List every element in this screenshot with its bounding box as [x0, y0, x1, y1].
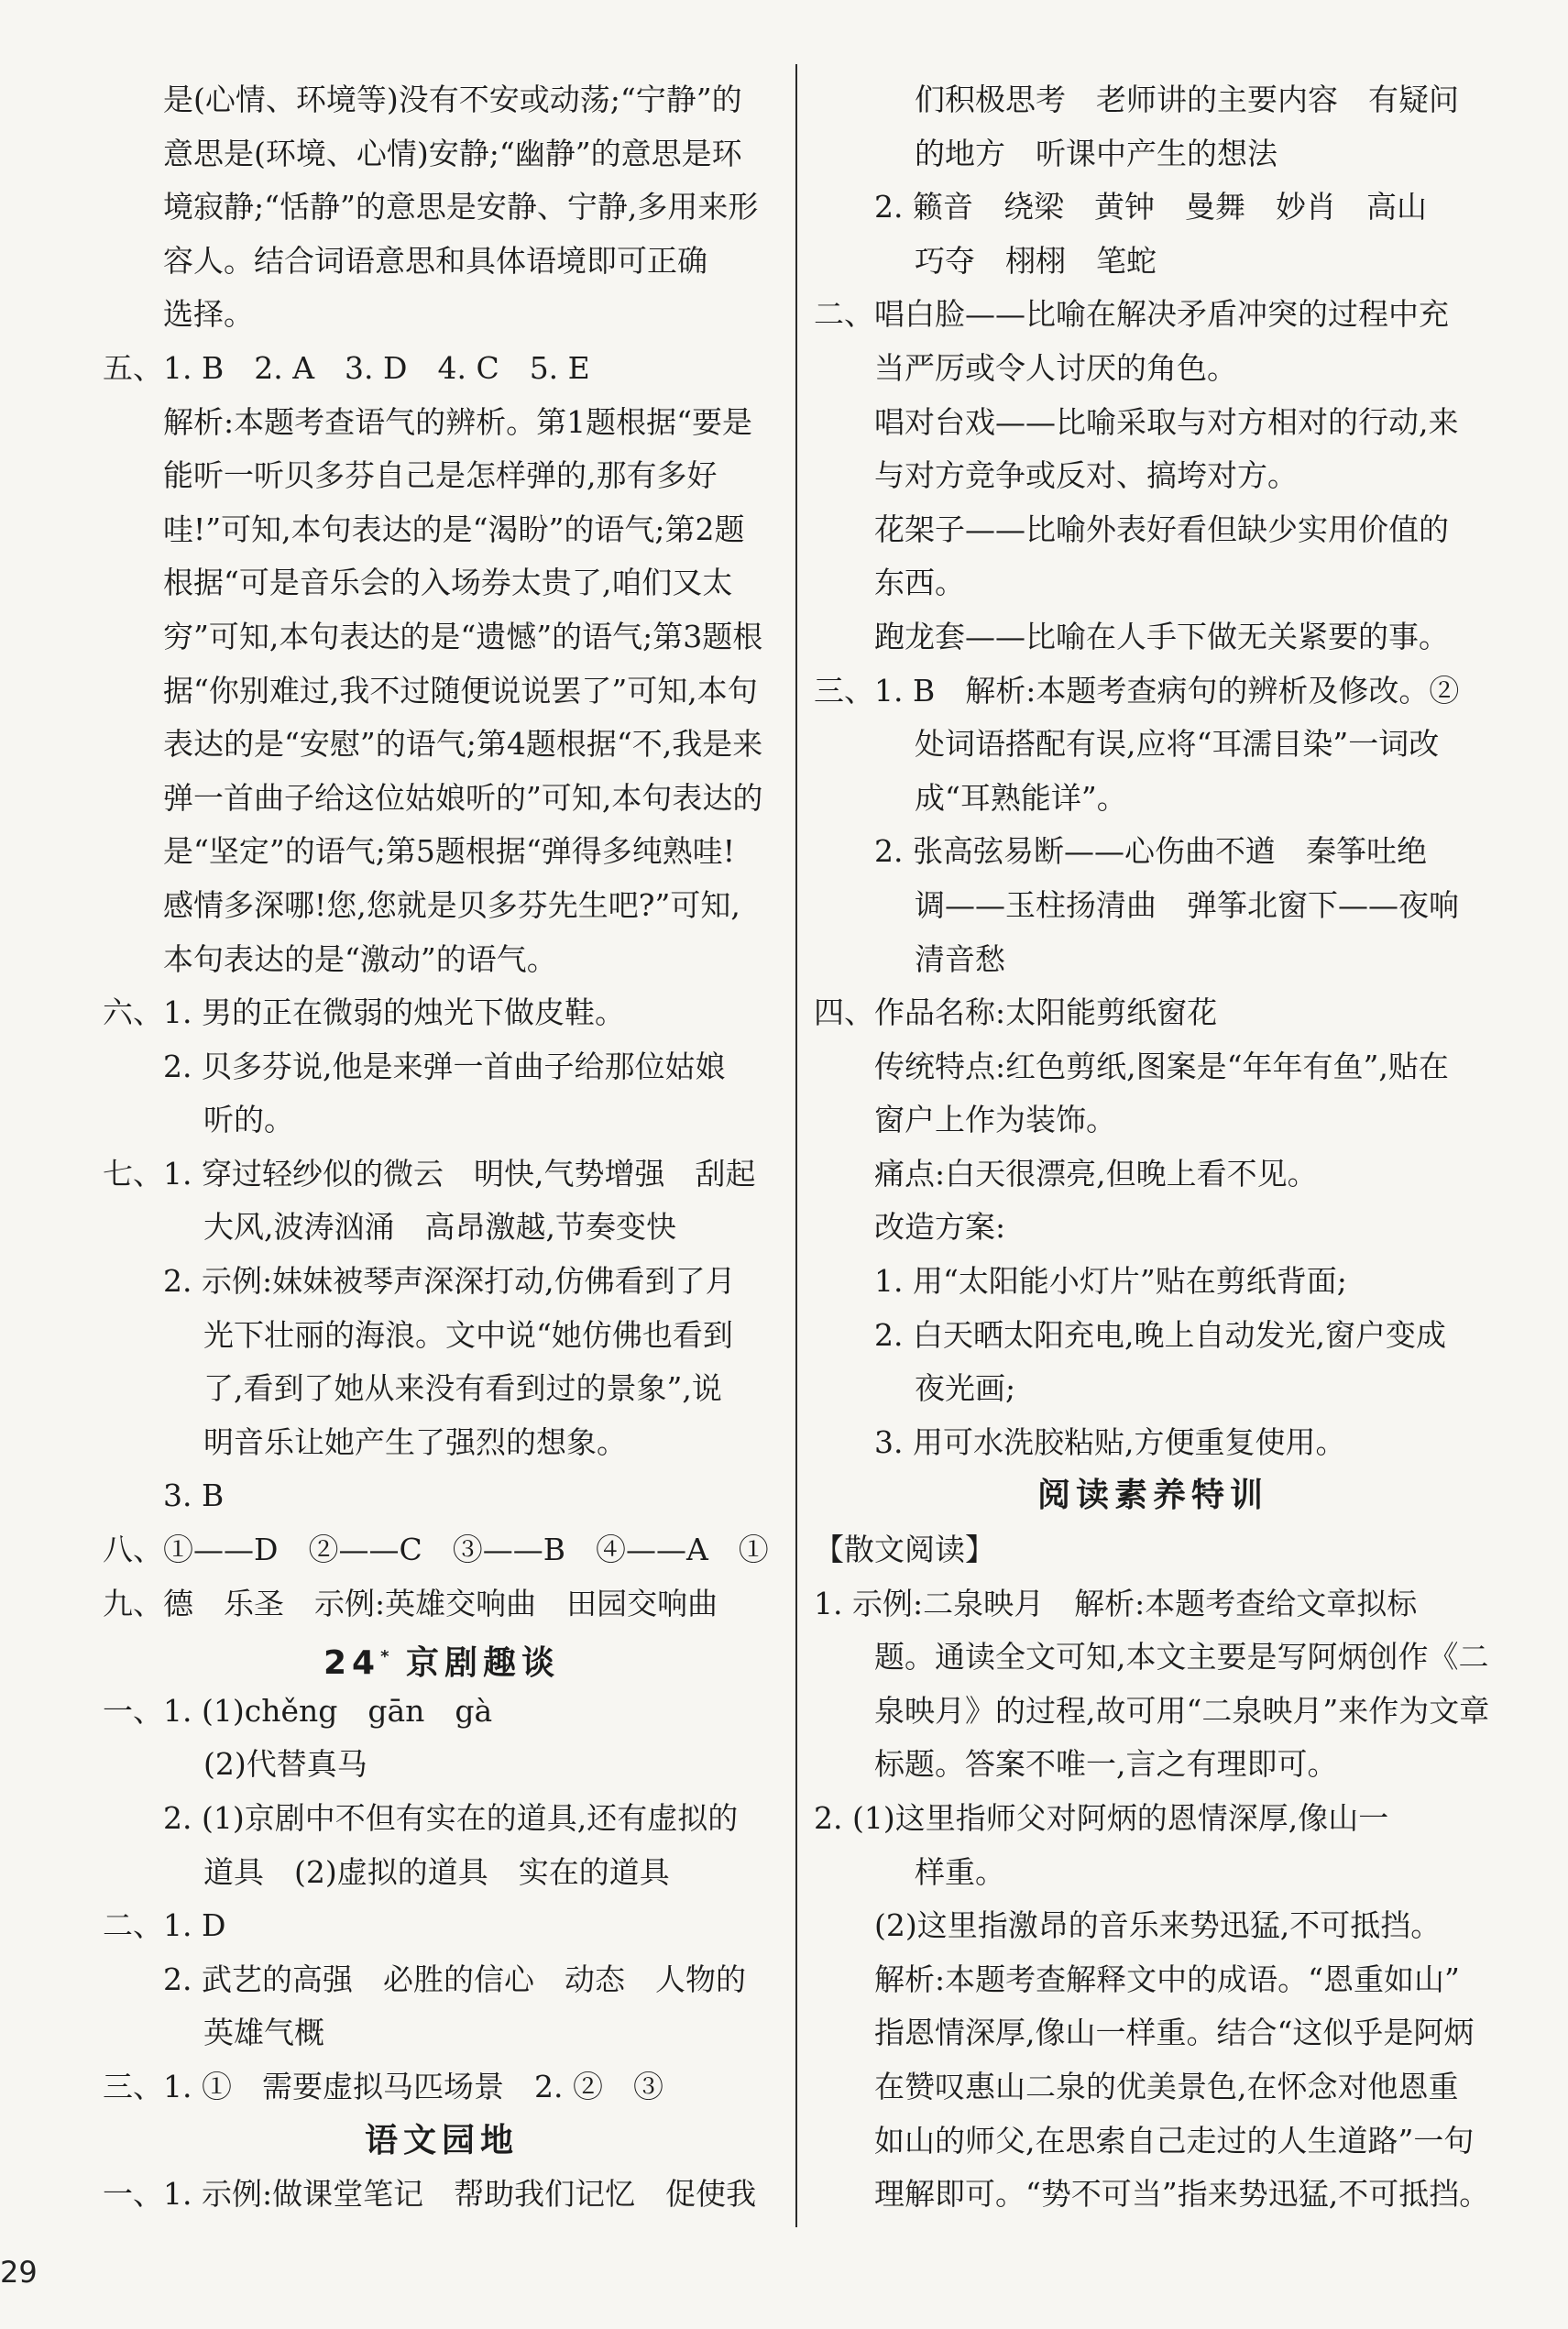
- text-line: 道具 (2)虚拟的道具 实在的道具: [203, 1853, 670, 1890]
- text-line: 巧夺 栩栩 笔蛇: [915, 242, 1157, 279]
- text-line: (2)代替真马: [203, 1746, 367, 1783]
- text-line: 泉映月》的过程,故可用“二泉映月”来作为文章: [874, 1692, 1490, 1729]
- text-line: 痛点:白天很漂亮,但晚上看不见。: [874, 1155, 1318, 1192]
- text-line: 在赞叹惠山二泉的优美景色,在怀念对他恩重: [874, 2068, 1459, 2104]
- text-line: 成“耳熟能详”。: [915, 779, 1127, 816]
- text-line: 四、作品名称:太阳能剪纸窗花: [814, 994, 1218, 1031]
- text-line: 理解即可。“势不可当”指来势迅猛,不可抵挡。: [874, 2176, 1490, 2213]
- text-line: (2)这里指激昂的音乐来势迅猛,不可抵挡。: [874, 1907, 1442, 1944]
- text-line: 穷”可知,本句表达的是“遗憾”的语气;第3题根: [163, 618, 763, 654]
- text-line: 一、1. (1)chěng gān gà: [103, 1692, 493, 1729]
- text-line: 明音乐让她产生了强烈的想象。: [203, 1423, 627, 1460]
- text-line: 的地方 听课中产生的想法: [915, 135, 1277, 171]
- text-line: 境寂静;“恬静”的意思是安静、宁静,多用来形: [163, 189, 759, 225]
- section-title: 语文园地: [364, 2121, 519, 2159]
- text-line: 3. 用可水洗胶粘贴,方便重复使用。: [874, 1423, 1346, 1460]
- text-line: 【散文阅读】: [814, 1532, 995, 1568]
- text-line: 是(心情、环境等)没有不安或动荡;“宁静”的: [163, 82, 742, 117]
- text-line: 九、德 乐圣 示例:英雄交响曲 田园交响曲: [103, 1585, 718, 1621]
- text-line: 听的。: [203, 1102, 294, 1138]
- text-line: 夜光画;: [915, 1370, 1016, 1407]
- text-line: 窗户上作为装饰。: [874, 1102, 1116, 1138]
- text-line: 东西。: [874, 565, 965, 601]
- text-line: 调——玉柱扬清曲 弹筝北窗下——夜响: [915, 886, 1459, 923]
- left-column: [103, 73, 781, 2222]
- text-line: 三、1. ① 需要虚拟马匹场景 2. ② ③: [103, 2068, 663, 2104]
- text-line: 花架子——比喻外表好看但缺少实用价值的: [874, 511, 1449, 547]
- text-line: 是“坚定”的语气;第5题根据“弹得多纯熟哇!: [163, 833, 735, 870]
- text-line: 弹一首曲子给这位姑娘听的”可知,本句表达的: [163, 779, 763, 816]
- right-column: [814, 73, 1492, 2222]
- text-line: 样重。: [915, 1853, 1005, 1890]
- text-line: 指恩情深厚,像山一样重。结合“这似乎是阿炳: [874, 2015, 1475, 2051]
- text-line: 八、①——D ②——C ③——B ④——A ①: [103, 1532, 769, 1568]
- text-line: 能听一听贝多芬自己是怎样弹的,那有多好: [163, 457, 718, 494]
- section-title: 阅读素养特训: [1036, 1477, 1268, 1515]
- text-line: 2. 张高弦易断——心伤曲不遒 秦筝吐绝: [874, 833, 1427, 870]
- text-line: 清音愁: [915, 940, 1005, 977]
- text-line: 2. (1)京剧中不但有实在的道具,还有虚拟的: [163, 1800, 739, 1836]
- text-line: 表达的是“安慰”的语气;第4题根据“不,我是来: [163, 726, 763, 763]
- text-line: 2. 白天晒太阳充电,晚上自动发光,窗户变成: [874, 1316, 1446, 1353]
- text-line: 2. 籁音 绕梁 黄钟 曼舞 妙肖 高山: [874, 189, 1427, 225]
- text-line: 1. 用“太阳能小灯片”贴在剪纸背面;: [874, 1263, 1347, 1300]
- text-line: 一、1. 示例:做课堂笔记 帮助我们记忆 促使我: [103, 2176, 757, 2213]
- text-line: 如山的师父,在思索自己走过的人生道路”一句: [874, 2122, 1475, 2159]
- text-line: 了,看到了她从来没有看到过的景象”,说: [203, 1370, 722, 1407]
- text-line: 2. (1)这里指师父对阿炳的恩情深厚,像山一: [814, 1800, 1389, 1836]
- text-line: 解析:本题考查解释文中的成语。“恩重如山”: [874, 1961, 1460, 1997]
- text-line: 2. 武艺的高强 必胜的信心 动态 人物的: [163, 1961, 746, 1997]
- text-line: 意思是(环境、心情)安静;“幽静”的意思是环: [163, 135, 742, 171]
- text-line: 六、1. 男的正在微弱的烛光下做皮鞋。: [103, 994, 625, 1031]
- text-line: 容人。结合词语意思和具体语境即可正确: [163, 242, 707, 279]
- text-line: 感情多深哪!您,您就是贝多芬先生吧?”可知,: [163, 886, 740, 923]
- section-title: 24* 京剧趣谈: [323, 1644, 561, 1683]
- text-line: 二、1. D: [103, 1907, 226, 1944]
- text-line: 唱对台戏——比喻采取与对方相对的行动,来: [874, 403, 1459, 440]
- text-line: 光下壮丽的海浪。文中说“她仿佛也看到: [203, 1316, 733, 1353]
- text-line: 大风,波涛汹涌 高昂激越,节奏变快: [203, 1209, 676, 1246]
- text-line: 本句表达的是“激动”的语气。: [163, 940, 557, 977]
- text-line: 当严厉或令人讨厌的角色。: [874, 349, 1237, 386]
- text-line: 传统特点:红色剪纸,图案是“年年有鱼”,贴在: [874, 1048, 1449, 1084]
- text-line: 改造方案:: [874, 1209, 1006, 1246]
- text-line: 七、1. 穿过轻纱似的微云 明快,气势增强 刮起: [103, 1155, 756, 1192]
- text-line: 解析:本题考查语气的辨析。第1题根据“要是: [163, 403, 752, 440]
- text-line: 标题。答案不唯一,言之有理即可。: [874, 1746, 1338, 1783]
- text-line: 三、1. B 解析:本题考查病句的辨析及修改。②: [814, 672, 1460, 709]
- text-line: 们积极思考 老师讲的主要内容 有疑问: [915, 82, 1459, 117]
- text-line: 2. 示例:妹妹被琴声深深打动,仿佛看到了月: [163, 1263, 736, 1300]
- text-line: 3. B: [163, 1478, 225, 1514]
- text-line: 据“你别难过,我不过随便说说罢了”可知,本句: [163, 672, 758, 709]
- text-line: 1. 示例:二泉映月 解析:本题考查给文章拟标: [814, 1585, 1418, 1621]
- text-line: 二、唱白脸——比喻在解决矛盾冲突的过程中充: [814, 296, 1449, 333]
- text-line: 哇!”可知,本句表达的是“渴盼”的语气;第2题: [163, 511, 745, 547]
- text-line: 处词语搭配有误,应将“耳濡目染”一词改: [915, 726, 1440, 763]
- text-line: 选择。: [163, 296, 254, 333]
- text-line: 题。通读全文可知,本文主要是写阿炳创作《二: [874, 1639, 1489, 1675]
- text-line: 五、1. B 2. A 3. D 4. C 5. E: [103, 349, 590, 386]
- text-line: 与对方竞争或反对、搞垮对方。: [874, 457, 1298, 494]
- text-line: 跑龙套——比喻在人手下做无关紧要的事。: [874, 618, 1449, 654]
- text-line: 根据“可是音乐会的入场券太贵了,咱们又太: [163, 565, 733, 601]
- column-divider: [795, 64, 797, 2227]
- page-number: 29: [0, 2255, 38, 2290]
- text-line: 英雄气概: [203, 2015, 324, 2051]
- text-line: 2. 贝多芬说,他是来弹一首曲子给那位姑娘: [163, 1048, 726, 1084]
